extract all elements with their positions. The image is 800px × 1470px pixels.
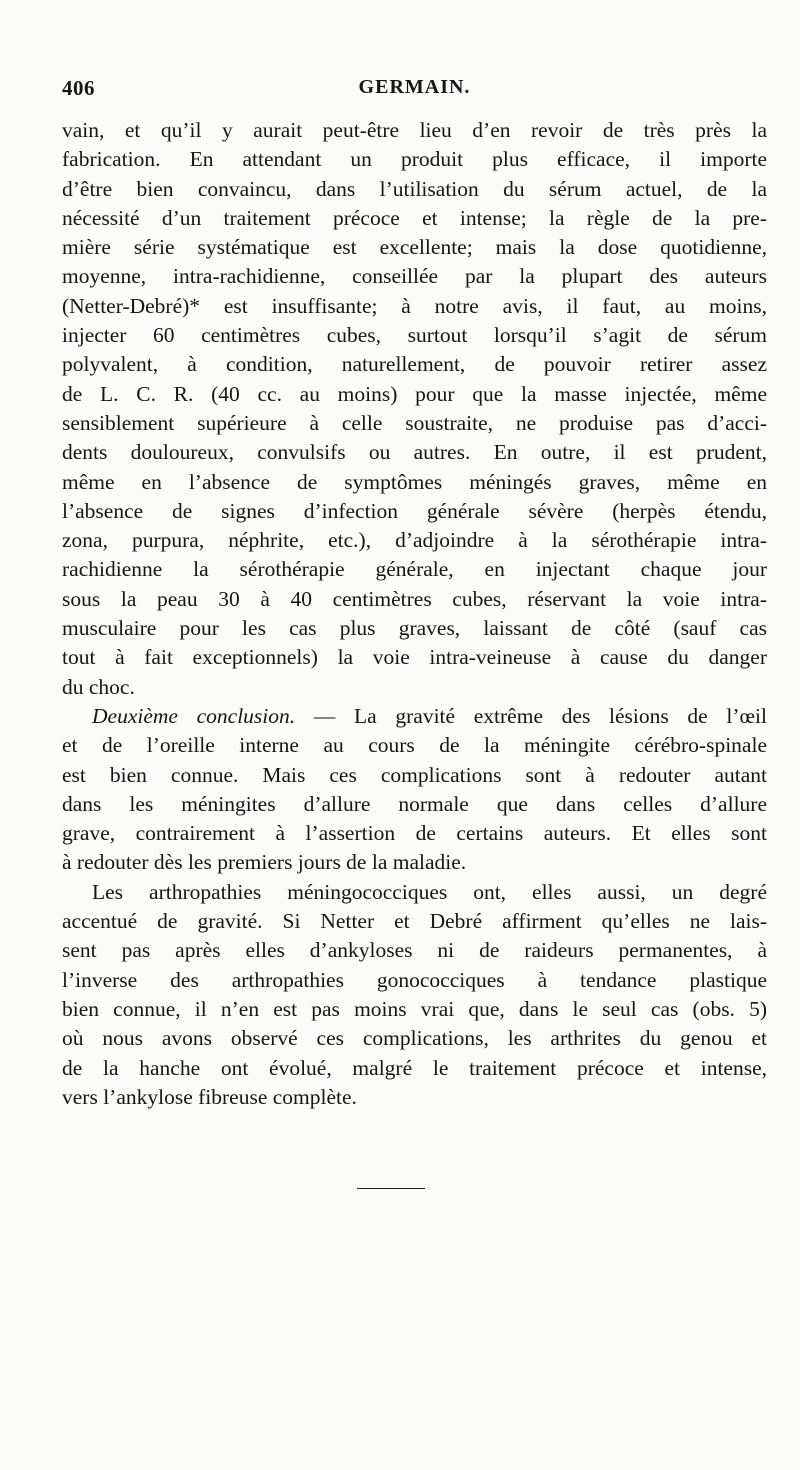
text-line: sous la peau 30 à 40 centimètres cubes, réservant la voie intra-	[62, 586, 767, 611]
text-line: polyvalent, à condition, naturellement, de pouvoir retirer assez	[62, 352, 767, 377]
text-line: sent pas après elles d’ankyloses ni de raideurs permanentes, à	[62, 938, 767, 963]
text-line: moyenne, intra-rachidienne, conseillée par la plupart des auteurs	[62, 264, 767, 289]
second-conclusion-label: Deuxième conclusion.	[92, 703, 296, 728]
running-title: GERMAIN.	[358, 76, 471, 98]
text-line: vers l’ankylose fibreuse complète.	[62, 1084, 357, 1109]
text-line: (Netter-Debré)* est insuffisante; à notre avis, il faut, au moins,	[62, 293, 767, 318]
text-line: bien connue, il n’en est pas moins vrai que, dans le seul cas (obs. 5)	[62, 996, 767, 1021]
text-line: musculaire pour les cas plus graves, laissant de côté (sauf cas	[62, 616, 767, 641]
body-text	[62, 116, 767, 1112]
text-line: accentué de gravité. Si Netter et Debré affirment qu’elles ne lais-	[62, 909, 767, 934]
text-line: nécessité d’un traitement précoce et intense; la règle de la pre-	[62, 205, 767, 230]
text-line: où nous avons observé ces complications, les arthrites du genou et	[62, 1026, 767, 1051]
text-line: dans les méningites d’allure normale que dans celles d’allure	[62, 791, 767, 816]
text-line: vain, et qu’il y aurait peut-être lieu d’en revoir de très près la	[62, 118, 767, 142]
text-line: l’inverse des arthropathies gonococciques à tendance plastique	[62, 967, 767, 992]
text-line: du choc.	[62, 674, 135, 699]
text-line: dents douloureux, convulsifs ou autres. En outre, il est prudent,	[62, 440, 767, 465]
second-conclusion-text: — La gravité extrême des lésions de l’œil	[313, 703, 767, 728]
text-line: est bien connue. Mais ces complications sont à redouter autant	[62, 762, 767, 787]
text-line: sensiblement supérieure à celle soustraite, ne produise pas d’acci-	[62, 410, 767, 435]
text-line: et de l’oreille interne au cours de la méningite cérébro-spinale	[62, 733, 767, 758]
text-line: de la hanche ont évolué, malgré le traitement précoce et intense,	[62, 1055, 767, 1080]
text-line: même en l’absence de symptômes méningés graves, même en	[62, 469, 767, 494]
text-line: l’absence de signes d’infection générale sévère (herpès étendu,	[62, 498, 767, 523]
text-line: fabrication. En attendant un produit plus efficace, il importe	[62, 147, 767, 172]
text-line: mière série systématique est excellente; mais la dose quotidienne,	[62, 235, 767, 260]
running-head	[62, 76, 767, 106]
text-line: d’être bien convaincu, dans l’utilisation du sérum actuel, de la	[62, 176, 767, 201]
text-line: rachidienne la sérothérapie générale, en injectant chaque jour	[62, 557, 767, 582]
end-rule-divider	[357, 1188, 425, 1189]
text-line: zona, purpura, néphrite, etc.), d’adjoindre à la sérothérapie intra-	[62, 528, 767, 553]
text-line: à redouter dès les premiers jours de la maladie.	[62, 850, 467, 875]
second-conclusion-first-line	[62, 702, 767, 731]
page-number: 406	[62, 76, 95, 100]
text-line: injecter 60 centimètres cubes, surtout lorsqu’il s’agit de sérum	[62, 323, 767, 348]
text-line: de L. C. R. (40 cc. au moins) pour que la masse injectée, même	[62, 381, 767, 406]
text-line: grave, contrairement à l’assertion de certains auteurs. Et elles sont	[62, 821, 767, 846]
text-line: Les arthropathies méningococciques ont, elles aussi, un degré	[92, 879, 767, 904]
text-line: tout à fait exceptionnels) la voie intra-veineuse à cause du danger	[62, 645, 767, 670]
